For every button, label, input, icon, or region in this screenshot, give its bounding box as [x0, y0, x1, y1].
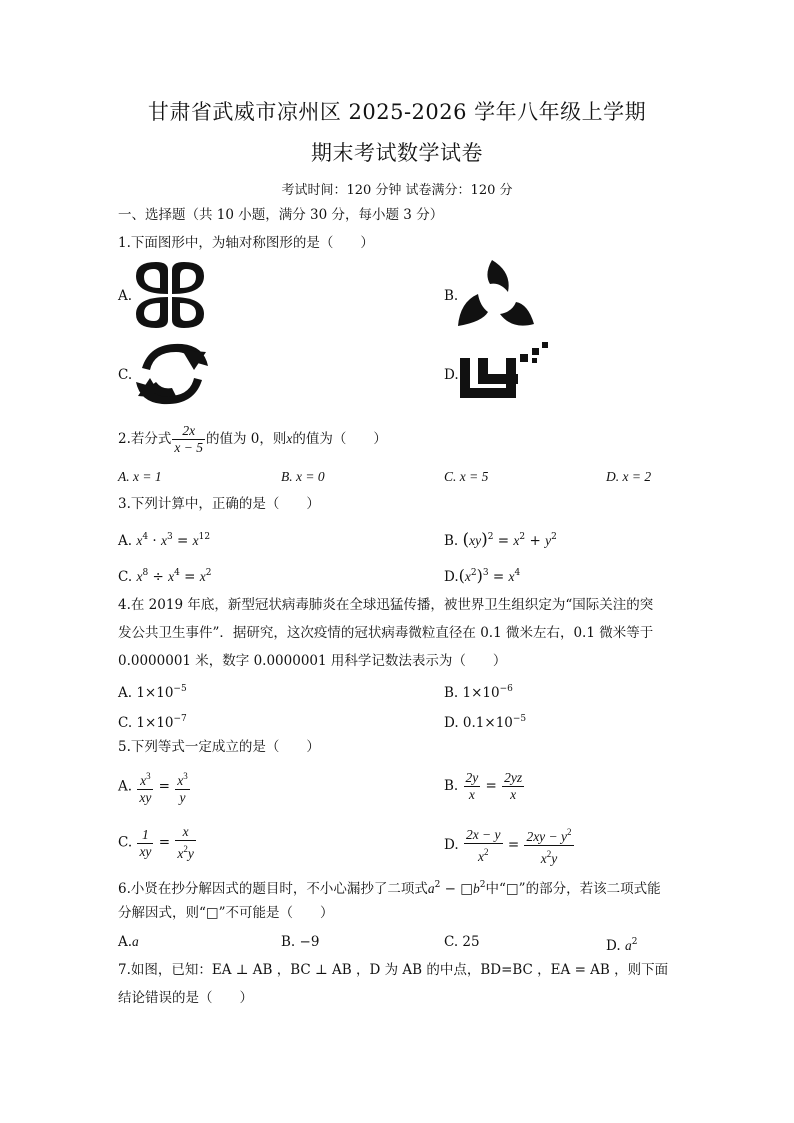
exam-title-line2: 期末考试数学试卷	[311, 141, 483, 165]
q2-stem	[118, 422, 387, 456]
q3-option-d: $D.(x^2)^3 = x^4$	[444, 566, 521, 585]
q4-option-a: A. $1\times 10^{-5}$	[118, 684, 187, 701]
q5-option-b: B. $\frac{2y}{x}$ = $\frac{2yz}{x}$	[444, 770, 523, 802]
q2-option-c: C. x = 5	[444, 469, 489, 484]
q6-option-d-label: D.	[606, 938, 621, 954]
q4-option-c: C. $1\times 10^{-7}$	[118, 714, 187, 731]
q2-stem-pre: 2.若分式	[118, 431, 172, 447]
q3-option-b: B. $(xy)^2 = x^2 + y^2$	[444, 530, 557, 550]
q6-line1-post: 中“□”的部分，若该二项式能	[485, 881, 661, 897]
q1-stem: 1.下面图形中，为轴对称图形的是（ ）	[118, 235, 374, 251]
q2-fraction-denominator: x − 5	[174, 440, 203, 455]
q1-option-a-label: A.	[118, 288, 133, 304]
q2-stem-post2: 的值为（ ）	[292, 431, 387, 447]
exam-title-line1: 甘肃省武威市凉州区 2025-2026 学年八年级上学期	[147, 100, 647, 124]
q6-option-d: D. $a^2$	[606, 937, 638, 954]
q4-line2: 发公共卫生事件”．据研究，这次疫情的冠状病毒微粒直径在 0.1 微米左右，0.1 微米等于	[118, 625, 654, 641]
q5-option-d: D. $\frac{2x - y}{x^2}$ = $\frac{2xy - y^2}{x^2y}$	[444, 824, 575, 867]
exam-meta: 考试时间：120 分钟 试卷满分：120 分	[281, 183, 513, 198]
q6-option-c: C. 25	[444, 934, 480, 950]
q1-figure-d-pixel-logo	[456, 340, 552, 406]
q4-line3: 0.0000001 米，数字 0.0000001 用科学记数法表示为（ ）	[118, 653, 507, 669]
q2-option-a: A. x = 1	[118, 469, 162, 484]
q5-option-c: C. $\frac{1}{xy}$ = $\frac{x}{x^2y}$	[118, 824, 194, 861]
q6-line2: 分解因式，则“□”不可能是（ ）	[118, 905, 334, 921]
q6-line1: 6.小贤在抄分解因式的题目时，不小心漏抄了二项式$a^2$ − $□b^2$中“□”的部分，若该二项式能	[118, 880, 661, 897]
q1-option-d-label: D.	[444, 367, 459, 383]
q6-option-a: A.a	[118, 934, 139, 950]
q2-fraction-numerator: 2x	[172, 423, 205, 440]
q3-option-a: A. $x^4 \cdot x^3 = x^{12}$	[118, 532, 211, 549]
q3-stem: 3.下列计算中，正确的是（ ）	[118, 496, 320, 512]
q1-figure-c-recycle-arrows	[132, 338, 212, 410]
q6-option-b: B. −9	[281, 934, 320, 950]
q4-option-d: D. $0.1\times 10^{-5}$	[444, 714, 527, 731]
q1-figure-a-clover-logo	[132, 260, 208, 330]
q3-option-c: C. $x^8 \div x^4 = x^2$	[118, 568, 212, 585]
q5-stem: 5.下列等式一定成立的是（ ）	[118, 739, 320, 755]
q5-option-a: A. $\frac{x^3}{xy}$ = $\frac{x^3}{y}$	[118, 768, 191, 806]
q2-option-d: D. x = 2	[606, 469, 652, 484]
q2-fraction	[172, 423, 205, 456]
q4-option-b: B. $1\times 10^{-6}$	[444, 684, 513, 701]
q6-option-a-label: A.	[118, 934, 133, 950]
section-heading: 一、选择题（共 10 小题，满分 30 分，每小题 3 分）	[118, 207, 444, 223]
q7-line1: 7.如图，已知：EA ⊥ AB ，BC ⊥ AB ，D 为 AB 的中点，BD=BC ，EA = AB ，则下面	[118, 962, 669, 978]
q1-figure-b-triple-spiral-logo	[456, 258, 536, 332]
q2-stem-var: x	[286, 431, 293, 446]
q1-option-b-label: B.	[444, 288, 459, 304]
q1-option-c-label: C.	[118, 367, 133, 383]
q2-stem-post: 的值为 0，则	[206, 431, 287, 447]
q2-option-b: B. x = 0	[281, 469, 325, 484]
q6-line1-pre: 6.小贤在抄分解因式的题目时，不小心漏抄了二项式	[118, 881, 428, 897]
q7-line2: 结论错误的是（ ）	[118, 990, 253, 1006]
q4-line1: 4.在 2019 年底，新型冠状病毒肺炎在全球迅猛传播，被世界卫生组织定为“国际关注的突	[118, 597, 654, 613]
